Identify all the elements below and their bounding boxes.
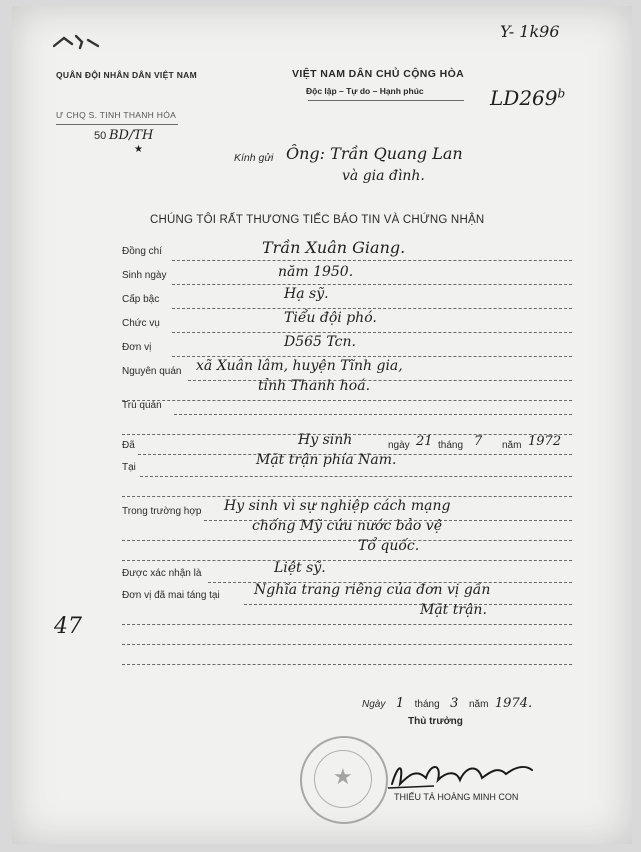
place-label: Tại <box>122 462 136 473</box>
circumstance-label: Trong trường hợp <box>122 506 202 517</box>
circumstance-value-3: Tổ quốc. <box>358 538 420 554</box>
unit-name: Ư CHQ S. TINH THANH HÓA <box>56 110 177 120</box>
unit-underline <box>56 124 178 125</box>
recipient-name: Ông: Trần Quang Lan <box>286 144 463 163</box>
issue-day: 1 <box>395 696 405 711</box>
document-code <box>490 86 565 110</box>
signer-position: Thủ trưởng <box>408 716 463 727</box>
recognition-value: Liệt sỹ. <box>274 560 326 576</box>
place-value: Mặt trận phía Nam. <box>256 452 397 468</box>
circumstance-value-1: Hy sinh vì sự nghiệp cách mạng <box>224 498 451 514</box>
circumstance-line-3 <box>122 560 572 561</box>
recipient-family: và gia đình. <box>342 168 425 184</box>
death-year-label: năm <box>502 440 522 451</box>
position-label: Chức vụ <box>122 318 160 329</box>
issue-date <box>362 696 532 711</box>
burial-line-1 <box>244 604 572 605</box>
document-number-prefix: 50 <box>94 130 107 142</box>
birth-line <box>172 284 572 285</box>
burial-value-1: Nghĩa trang riêng của đơn vị gần <box>254 582 491 598</box>
document-code-sup: b <box>557 86 566 101</box>
death-month-label: tháng <box>438 440 464 451</box>
country-name: VIỆT NAM DÂN CHỦ CỘNG HÒA <box>292 68 465 80</box>
document-code-main: LD269 <box>490 86 558 110</box>
official-seal <box>300 736 388 824</box>
circumstance-value-2: chống Mỹ cứu nước bảo vệ <box>252 518 443 534</box>
hometown-line-2 <box>122 400 572 401</box>
hometown-label: Nguyên quán <box>122 366 182 377</box>
rank-label: Cấp bậc <box>122 294 160 305</box>
place-line-1 <box>140 476 572 477</box>
unit-line <box>172 356 572 357</box>
death-month: 7 <box>474 434 483 449</box>
burial-line-4 <box>122 664 572 665</box>
place-line-2 <box>122 496 572 497</box>
circumstance-line-2 <box>122 540 572 541</box>
death-year: 1972 <box>528 434 562 449</box>
unit-value: D565 Tcn. <box>284 334 356 350</box>
issue-year-label: năm <box>468 699 489 710</box>
army-org-name: QUÂN ĐỘI NHÂN DÂN VIỆT NAM <box>56 70 197 80</box>
unit-label: Đơn vị <box>122 342 152 353</box>
star-mark-icon: ★ <box>134 144 143 155</box>
document-number <box>94 128 153 143</box>
residence-line-1 <box>174 414 572 415</box>
recognition-label: Được xác nhận là <box>122 568 202 579</box>
comrade-name: Trần Xuân Giang. <box>262 238 406 257</box>
hometown-line-1 <box>188 380 572 381</box>
handwritten-signature <box>386 754 536 792</box>
notice-title: CHÚNG TÔI RẤT THƯƠNG TIẾC BÁO TIN VÀ CHỨNG NHẬN <box>150 214 485 226</box>
punch-mark-icon <box>52 32 102 54</box>
status-label: Đã <box>122 440 135 451</box>
document-number-value: BD/TH <box>109 128 154 143</box>
burial-value-2: Mặt trận. <box>420 602 487 618</box>
motto-underline <box>308 100 464 101</box>
top-right-reference: Y- 1k96 <box>500 22 560 41</box>
rank-value: Hạ sỹ. <box>284 286 329 302</box>
burial-line-3 <box>122 644 572 645</box>
residence-label: Trú quán <box>122 400 162 411</box>
birth-label: Sinh ngày <box>122 270 167 281</box>
comrade-label: Đồng chí <box>122 246 163 257</box>
issue-month-label: tháng <box>414 699 440 710</box>
death-day-label: ngày <box>388 440 410 451</box>
national-motto: Độc lập – Tự do – Hạnh phúc <box>306 86 424 96</box>
seal-star-icon: ★ <box>333 764 353 789</box>
document-page <box>12 6 632 844</box>
signer-name: THIẾU TÁ HOÀNG MINH CON <box>394 792 519 802</box>
position-line <box>172 332 572 333</box>
position-value: Tiểu đội phó. <box>284 310 377 326</box>
comrade-line <box>172 260 572 261</box>
issue-month: 3 <box>450 696 459 711</box>
hometown-value-2: tỉnh Thanh hoá. <box>258 378 371 394</box>
recipient-label: Kính gửi <box>234 152 274 164</box>
hometown-value-1: xã Xuân lâm, huyện Tĩnh gia, <box>196 358 403 374</box>
burial-label: Đơn vị đã mai táng tại <box>122 590 220 601</box>
rank-line <box>172 308 572 309</box>
burial-line-2 <box>122 624 572 625</box>
status-value: Hy sinh <box>298 432 353 448</box>
issue-year: 1974. <box>494 696 533 711</box>
side-number: 47 <box>54 614 82 639</box>
birth-value: năm 1950. <box>278 264 354 280</box>
death-day: 21 <box>416 434 433 449</box>
issue-day-label: Ngày <box>362 699 386 710</box>
